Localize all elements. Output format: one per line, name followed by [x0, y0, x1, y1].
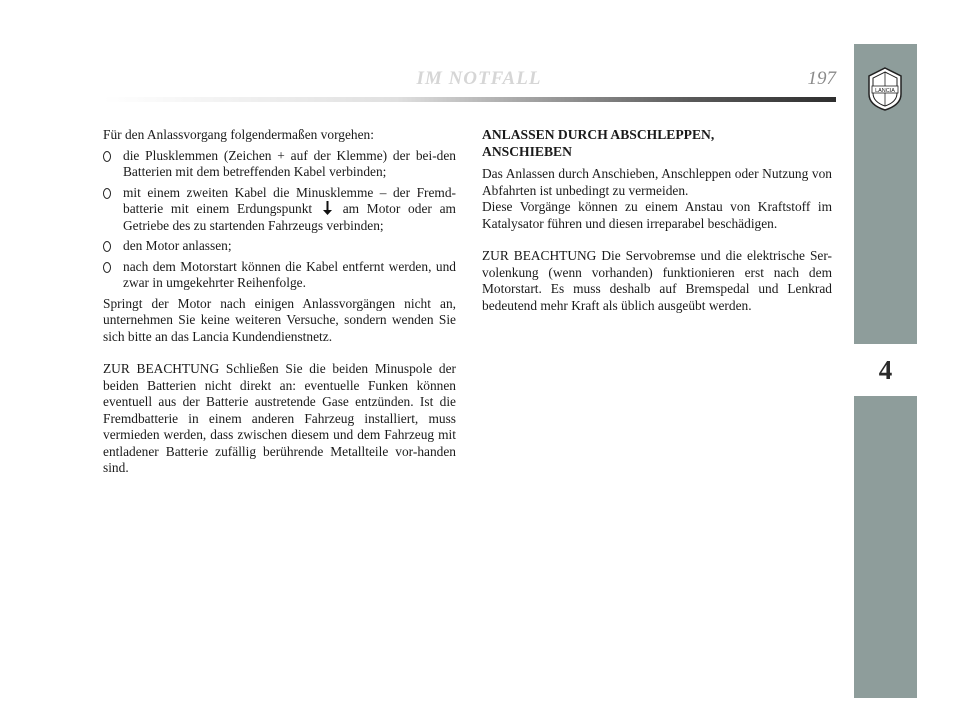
- list-item-text: die Plusklemmen (Zeichen + auf der Klemme) der bei-den Batterien mit dem betreffenden Kabel verbinden;: [123, 147, 456, 179]
- page-number: 197: [807, 68, 836, 89]
- section-title: IM NOTFALL: [416, 68, 542, 89]
- side-tab-bottom: [854, 396, 917, 698]
- bullet-icon: [103, 262, 111, 273]
- list-item-text: den Motor anlassen;: [123, 238, 232, 253]
- paragraph: Springt der Motor nach einigen Anlassvorgängen nicht an, unternehmen Sie keine weiteren Versuche, sondern wenden Sie sich bitte an das Lancia Kundendienstnetz.: [103, 295, 456, 344]
- section-heading-line: ANSCHIEBEN: [482, 143, 572, 159]
- list-item: [103, 259, 456, 292]
- warning-paragraph: ZUR BEACHTUNG Die Servobremse und die elektrische Ser-volenkung (wenn vorhanden) funktionieren erst nach dem Motorstart. Es muss deshalb auf Bremspedal und Lenkrad bedeutend mehr Kraft als üblich ausgeübt werden.: [482, 248, 832, 313]
- header-rule: [103, 97, 836, 102]
- chapter-tab: 4: [854, 346, 917, 394]
- list-item: [103, 185, 456, 235]
- list-item: [103, 238, 456, 255]
- section-heading: [482, 127, 832, 160]
- logo-text: LANCIA: [875, 88, 895, 94]
- paragraph: Das Anlassen durch Anschieben, Anschleppen oder Nutzung von Abfahrten ist unbedingt zu vermeiden.: [482, 166, 832, 198]
- bullet-icon: [103, 188, 111, 199]
- left-column: [103, 127, 456, 477]
- right-column: [482, 127, 832, 314]
- ground-symbol-icon: [322, 201, 333, 216]
- lancia-shield-icon: [866, 66, 904, 112]
- steps-list: [103, 148, 456, 292]
- list-item: [103, 148, 456, 181]
- paragraph: Diese Vorgänge können zu einem Anstau von Kraftstoff im Katalysator führen und diesen irreparabel beschädigen.: [482, 199, 832, 231]
- warning-paragraph: ZUR BEACHTUNG Schließen Sie die beiden Minuspole der beiden Batterien nicht direkt an: eventuelle Funken können eventuell aus der Batterie austretende Gase entzünden. Ist die Fremdbatterie in einem anderen Fahrzeug installiert, muss vermieden werden, dass zwischen diesem und dem Fahrzeug mit entladener Batterie zufällig berührende Metallteile vor-handen sind.: [103, 361, 456, 475]
- bullet-icon: [103, 151, 111, 162]
- intro-text: Für den Anlassvorgang folgendermaßen vorgehen:: [103, 127, 374, 142]
- section-heading-line: ANLASSEN DURCH ABSCHLEPPEN,: [482, 127, 715, 142]
- list-item-text-continued: am Motor oder am Getriebe des zu startenden Fahrzeugs verbinden;: [123, 201, 456, 233]
- bullet-icon: [103, 241, 111, 252]
- list-item-text: nach dem Motorstart können die Kabel entfernt werden, und zwar in umgekehrter Reihenfolge.: [123, 258, 456, 290]
- list-item-text: mit einem zweiten Kabel die Minusklemme – der Fremd-batterie mit einem Erdungspunkt: [123, 184, 456, 216]
